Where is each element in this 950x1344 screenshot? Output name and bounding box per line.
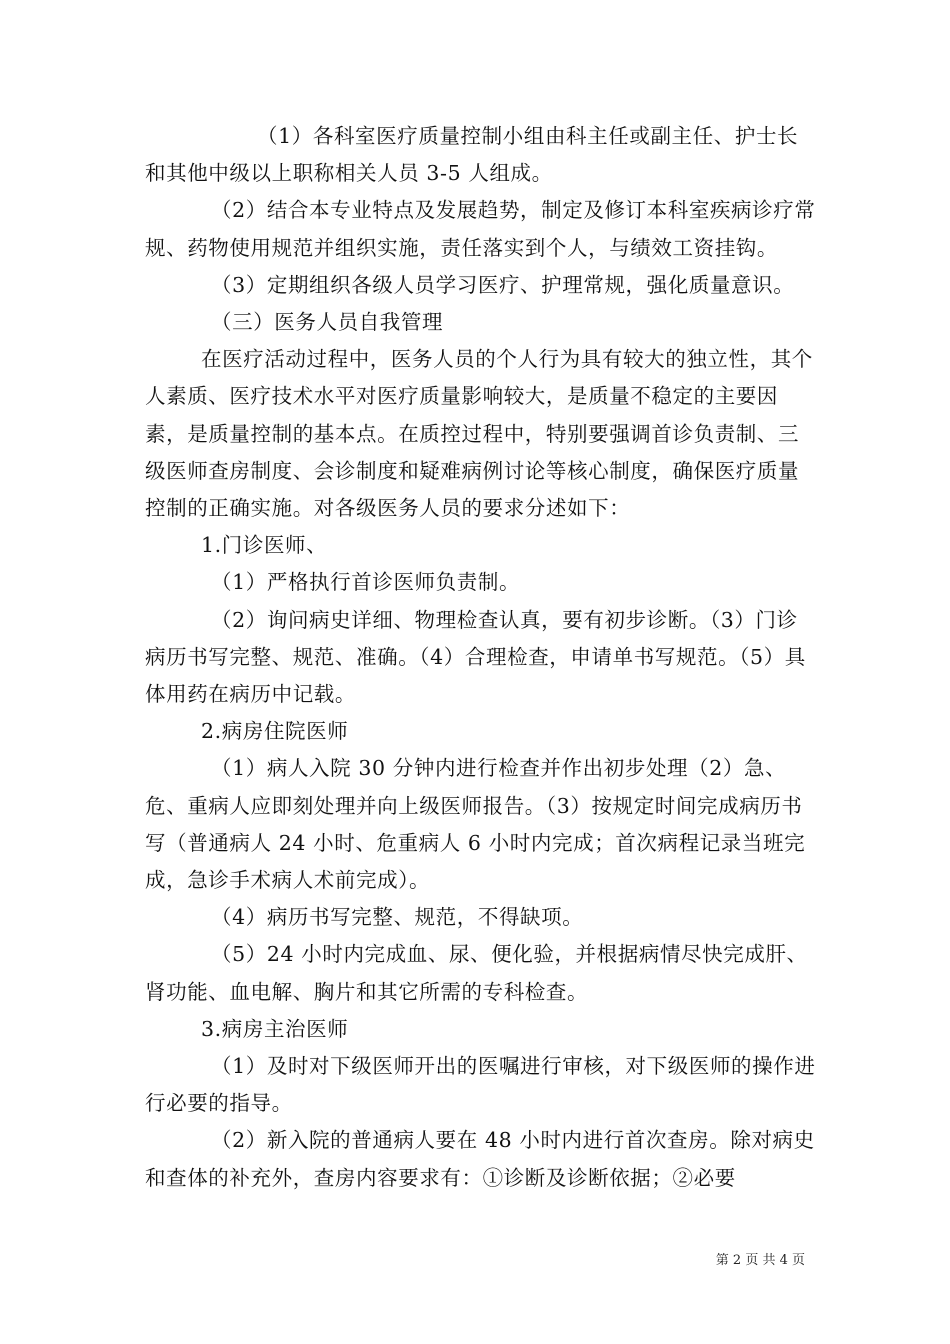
subheading-attending: 3.病房主治医师 <box>201 1016 349 1041</box>
paragraph-8: （1）病人入院 30 分钟内进行检查并作出初步处理（2）急、危、重病人应即刻处理并向上级医师报告。（3）按规定时间完成病历书写（普通病人 24 小时、危重病人 6 小时内完成；首次病程记录当班完成，急诊手术病人术前完成）。 <box>145 756 806 893</box>
paragraph-13: （2）新入院的普通病人要在 48 小时内进行首次查房。除对病史和查体的补充外，查房内容要求有：①诊断及诊断依据；②必要 <box>145 1128 815 1190</box>
paragraph-3: （3）定期组织各级人员学习医疗、护理常规，强化质量意识。 <box>211 272 795 297</box>
paragraph-6: （2）询问病史详细、物理检查认真，要有初步诊断。（3）门诊病历书写完整、规范、准确。（4）合理检查，申请单书写规范。（5）具体用药在病历中记载。 <box>145 607 806 707</box>
paragraph-intro: 在医疗活动过程中，医务人员的个人行为具有较大的独立性，其个人素质、医疗技术水平对医疗质量影响较大，是质量不稳定的主要因素，是质量控制的基本点。在质控过程中，特别要强调首诊负责制、三级医师查房制度、会诊制度和疑难病例讨论等核心制度，确保医疗质量控制的正确实施。对各级医务人员的要求分述如下： <box>145 347 813 521</box>
paragraph-2: （2）结合本专业特点及发展趋势，制定及修订本科室疾病诊疗常规、药物使用规范并组织实施，责任落实到个人，与绩效工资挂钩。 <box>145 198 816 260</box>
paragraph-1: （1）各科室医疗质量控制小组由科主任或副主任、护士长和其他中级以上职称相关人员 3-5 人组成。 <box>145 124 799 186</box>
page-number-footer: 第 2 页 共 4 页 <box>715 1253 805 1268</box>
subheading-resident: 2.病房住院医师 <box>201 719 349 744</box>
document-body <box>145 118 817 1197</box>
paragraph-9: （4）病历书写完整、规范，不得缺项。 <box>211 905 584 930</box>
paragraph-10: （5）24 小时内完成血、尿、便化验，并根据病情尽快完成肝、肾功能、血电解、胸片和其它所需的专科检查。 <box>145 942 808 1004</box>
paragraph-5: （1）严格执行首诊医师负责制。 <box>211 570 521 595</box>
subheading-outpatient: 1.门诊医师、 <box>201 533 328 558</box>
paragraph-12: （1）及时对下级医师开出的医嘱进行审核，对下级医师的操作进行必要的指导。 <box>145 1054 816 1116</box>
section-heading: （三）医务人员自我管理 <box>211 310 444 335</box>
